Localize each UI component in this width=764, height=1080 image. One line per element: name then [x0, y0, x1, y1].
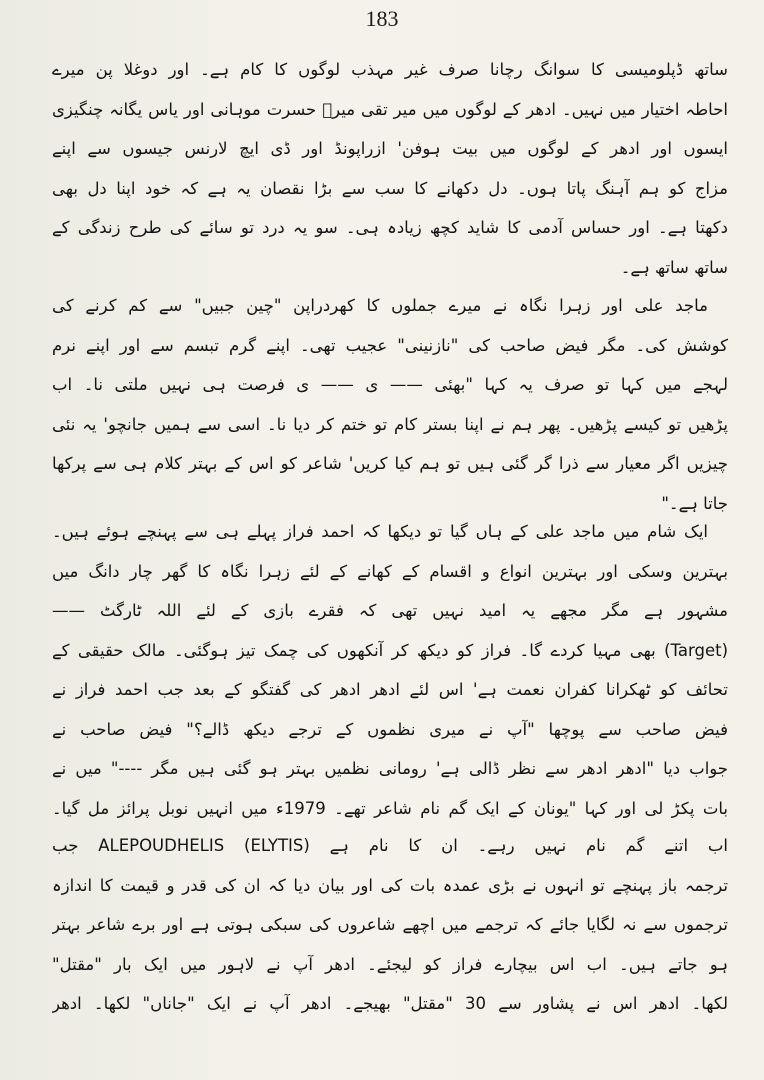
- text-line: ترجمہ باز پہنچے تو انہوں نے بڑی عمدہ بات کی اور بیان دیا کہ ان کی قدر و قیمت کا اندازہ: [52, 875, 728, 895]
- text-line: پڑھیں تو کیسے پڑھیں۔ پھر ہم نے اپنا بستر کام تو ختم کر دیا نا۔ اسی سے ہمیں جانچو' یہ نئی: [52, 414, 728, 434]
- text-line: ساتھ ساتھ ہے۔: [620, 257, 728, 277]
- text-line: لکھا۔ ادھر اس نے پشاور سے 30 "مقتل" بھیجے۔ ادھر آپ نے ایک "جاناں" لکھا۔ ادھر: [52, 994, 728, 1013]
- text-line: فیض صاحب سے پوچھا "آپ نے میری نظموں کے ترجے دیکھ ڈالے؟" فیض صاحب نے: [52, 719, 728, 739]
- text-line: تحائف کو ٹھکرانا کفران نعمت ہے' اس لئے ادھر ادھر کی گفتگو کے بعد جب احمد فراز نے: [52, 680, 728, 699]
- text-line: ہو جاتے ہیں۔ اب اس بیچارے فراز کو لیجئے۔ ادھر آپ نے لاہور میں ایک بار "مقتل": [52, 954, 728, 974]
- text-line: ایک شام میں ماجد علی کے ہاں گیا تو دیکھا کہ احمد فراز پہلے ہی سے پہنچے ہوئے ہیں۔: [52, 522, 708, 541]
- text-line: ساتھ ڈپلومیسی کا سوانگ رچانا صرف غیر مہذب لوگوں کا کام ہے۔ اور دوغلا پن میرے: [52, 60, 728, 79]
- text-line: مشہور ہے مگر مجھے یہ امید نہیں تھی کہ فقرے بازی کے لئے اللہ ٹارگٹ ——: [52, 601, 728, 620]
- paragraph-1: [52, 50, 728, 287]
- text-line: ترجموں سے نہ لگایا جائے کہ ترجمے میں اچھے شاعروں کی سبکی ہوتی ہے اور برے شاعر بہتر: [52, 915, 728, 934]
- text-line: (Target) بھی مہیا کردے گا۔ فراز کو دیکھ کر آنکھوں کی چمک تیز ہوگئی۔ مالک حقیقی کے: [52, 640, 728, 660]
- text-line: بہترین وسکی اور بہترین انواع و اقسام کے کھانے کے لئے زہرا نگاہ کا گھر چار دانگ میں: [52, 561, 728, 581]
- text-line: چیزیں اگر معیار سے ذرا گر گئی ہیں تو ہم کیا کریں' شاعر کو اس کے بہتر کلام ہی سے پرکھا: [52, 454, 728, 473]
- paragraph-2: [52, 286, 728, 523]
- paragraph-3: [52, 512, 728, 828]
- text-line: جواب دیا "ادھر ادھر سے نظر ڈالی ہے' رومانی نظمیں بہتر ہو گئی ہیں مگر ----" میں نے: [52, 759, 728, 778]
- text-line: ماجد علی اور زہرا نگاہ نے میرے جملوں کا کھردراپن "چین جبیں" سے کم کرنے کی: [52, 296, 708, 315]
- text-line: احاطہ اختیار میں نہیں۔ ادھر کے لوگوں میں میر تقی میرؔ حسرت موہانی اور یاس یگانہ چنگیزی: [52, 99, 728, 119]
- page-number: 183: [365, 6, 399, 31]
- paragraph-4: [52, 826, 728, 1024]
- text-line: ایسوں اور ادھر کے لوگوں میں بیت ہوفن' ازراپونڈ اور ڈی ایچ لارنس جیسوں سے اپنے: [52, 139, 728, 158]
- text-line: لہجے میں کہا تو صرف یہ کہا "بھئی —— ی —— ی فرصت ہی نہیں ملتی نا۔ اب: [52, 375, 728, 394]
- text-line: دکھتا ہے۔ اور حساس آدمی کا شاید کچھ زیادہ ہی۔ سو یہ درد تو سائے کی طرح زندگی کے: [52, 218, 728, 237]
- text-line: کوشش کی۔ مگر فیض صاحب کی "نازنینی" عجیب تھی۔ اپنے گرم تبسم سے اور اپنے نرم: [52, 335, 728, 355]
- text-line: مزاج کو ہم آہنگ پاتا ہوں۔ دل دکھانے کا سب سے بڑا نقصان یہ ہے کہ خود اپنا دل بھی: [52, 178, 728, 198]
- text-line: جاتا ہے۔": [661, 493, 728, 513]
- text-line: بات پکڑ لی اور کہا "یونان کے ایک گم نام شاعر تھے۔ 1979ء میں انہیں نوبل پرائز مل گیا۔: [52, 798, 728, 818]
- text-line: اب اتنے گم نام نہیں رہے۔ ان کا نام ہے ALEPOUDHELIS (ELYTIS) جب: [52, 836, 728, 855]
